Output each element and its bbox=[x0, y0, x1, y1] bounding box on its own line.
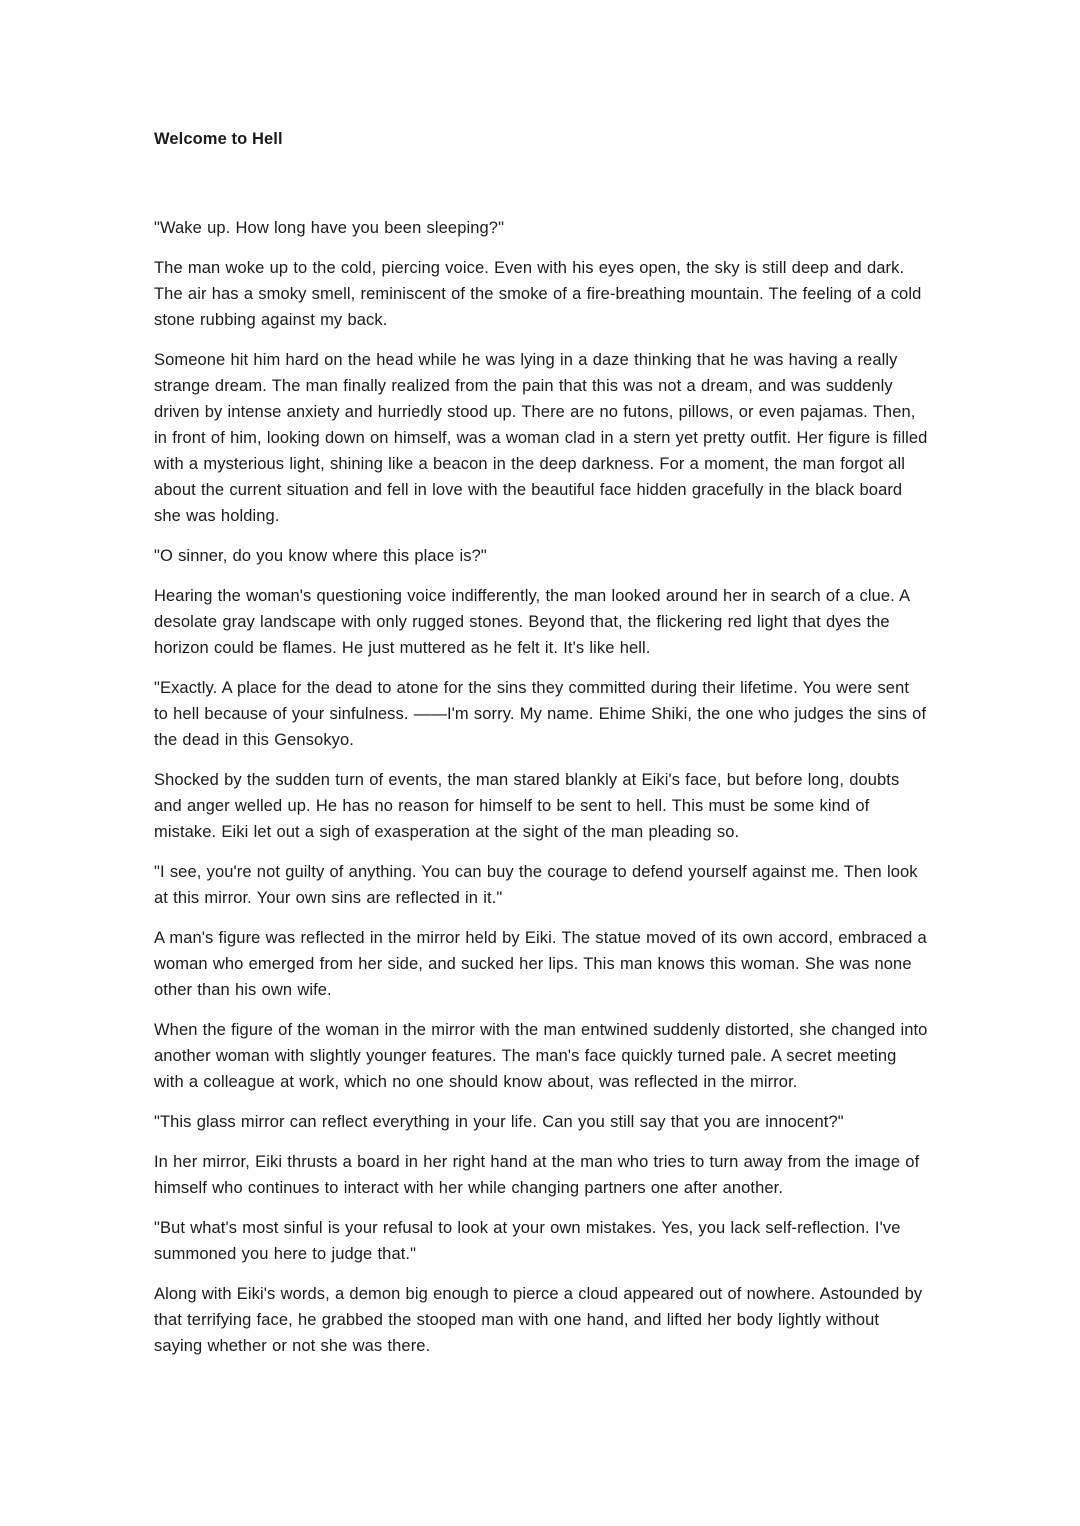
paragraph: "This glass mirror can reflect everything in your life. Can you still say that you are innocent?" bbox=[154, 1113, 844, 1131]
paragraph: "O sinner, do you know where this place is?" bbox=[154, 547, 487, 565]
paragraphs bbox=[154, 215, 928, 1359]
paragraph: "I see, you're not guilty of anything. You can buy the courage to defend yourself against me. Then look at this mirror. Your own sins are reflected in it." bbox=[154, 863, 918, 907]
paragraph: "Exactly. A place for the dead to atone for the sins they committed during their lifetime. You were sent to hell because of your sinfulness. ——I'm sorry. My name. Ehime Shiki, the one who judges the sins of the dead in this Gensokyo. bbox=[154, 679, 927, 749]
paragraph: The man woke up to the cold, piercing voice. Even with his eyes open, the sky is still deep and dark. The air has a smoky smell, reminiscent of the smoke of a fire-breathing mountain. The feeling of a cold stone rubbing against my back. bbox=[154, 259, 922, 329]
paragraph: "Wake up. How long have you been sleeping?" bbox=[154, 219, 505, 237]
paragraph: When the figure of the woman in the mirror with the man entwined suddenly distorted, she changed into another woman with slightly younger features. The man's face quickly turned pale. A secret meeting with a colleague at work, which no one should know about, was reflected in the mirror. bbox=[154, 1021, 928, 1091]
paragraph: Along with Eiki's words, a demon big enough to pierce a cloud appeared out of nowhere. Astounded by that terrifying face, he grabbed the stooped man with one hand, and lifted her body lightly without saying whether or not she was there. bbox=[154, 1285, 923, 1355]
paragraph: In her mirror, Eiki thrusts a board in her right hand at the man who tries to turn away from the image of himself who continues to interact with her while changing partners one after another. bbox=[154, 1153, 920, 1197]
paragraph: Shocked by the sudden turn of events, the man stared blankly at Eiki's face, but before long, doubts and anger welled up. He has no reason for himself to be sent to hell. This must be some kind of mistake. Eiki let out a sigh of exasperation at the sight of the man pleading so. bbox=[154, 771, 900, 841]
paragraph: Someone hit him hard on the head while he was lying in a daze thinking that he was having a really strange dream. The man finally realized from the pain that this was not a dream, and was suddenly driven by intense anxiety and hurriedly stood up. There are no futons, pillows, or even pajamas. Then, in front of him, looking down on himself, was a woman clad in a stern yet pretty outfit. Her figure is filled with a mysterious light, shining like a beacon in the deep darkness. For a moment, the man forgot all about the current situation and fell in love with the beautiful face hidden gracefully in the black board she was holding. bbox=[154, 351, 928, 525]
paragraph: A man's figure was reflected in the mirror held by Eiki. The statue moved of its own accord, embraced a woman who emerged from her side, and sucked her lips. This man knows this woman. She was none other than his own wife. bbox=[154, 929, 927, 999]
document-title: Welcome to Hell bbox=[154, 130, 283, 148]
paragraph: Hearing the woman's questioning voice indifferently, the man looked around her in search of a clue. A desolate gray landscape with only rugged stones. Beyond that, the flickering red light that dyes the horizon could be flames. He just muttered as he felt it. It's like hell. bbox=[154, 587, 910, 657]
paragraph: "But what's most sinful is your refusal to look at your own mistakes. Yes, you lack self-reflection. I've summoned you here to judge that." bbox=[154, 1219, 901, 1263]
